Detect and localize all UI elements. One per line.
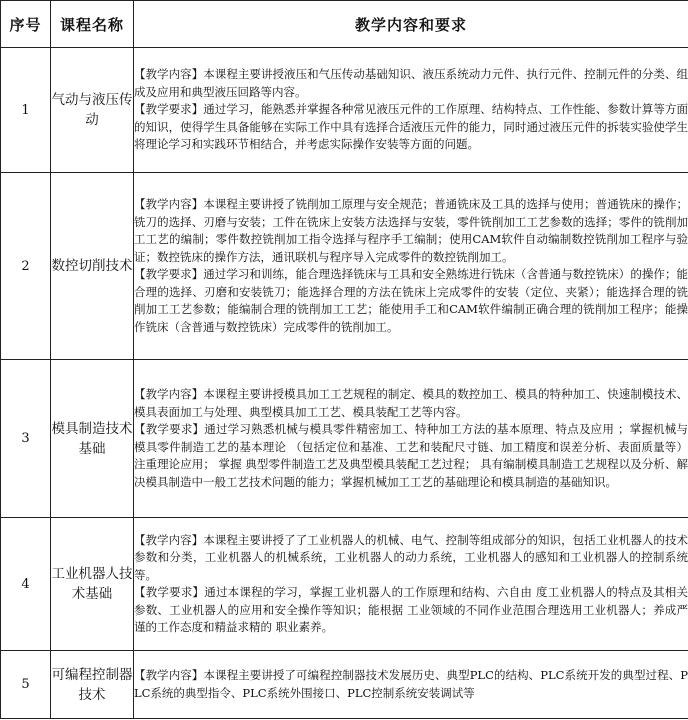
table-row (1, 518, 688, 651)
teaching-requirement: 【教学要求】通过学习熟悉机械与模具零件精密加工、特种加工方法的基本原理、特点及应用 ；掌握机械与模具零件制造工艺的基本理论 （包括定位和基准、工艺和装配尺寸链、加工精度和误差分析、表面质量等）注重理论应用； 掌握 典型零件制造工艺及典型模具装配工艺过程； 具有编制模具制造工艺规程以及分析、解决模具制造中一般工艺技术问题的能力；掌握机械加工工艺的基础理论和模具制造的基础知识。 (134, 422, 688, 489)
teaching-content: 【教学内容】本课程主要讲授了铣削加工原理与安全规范；普通铣床及工具的选择与使用；普通铣床的操作；铣刀的选择、刃磨与安装；工件在铣床上安装方法选择与安装，零件铣削加工工艺参数的选择；零件的铣削加工工艺的编制；零件数控铣削加工指令选择与程序手工编制；使用CAM软件自动编制数控铣削加工程序与验证；数控铣床的操作方法，通讯联机与程序导入完成零件的数控铣削加工。 (134, 197, 688, 264)
course-description (134, 651, 688, 719)
teaching-content: 【教学内容】本课程主要讲授液压和气压传动基础知识、液压系统动力元件、执行元件、控制元件的分类、组成及应用和典型液压回路等内容。 (134, 67, 688, 99)
course-name: 气动与液压传动 (51, 48, 134, 173)
course-name: 模具制造技术基础 (51, 360, 134, 518)
course-name: 可编程控制器技术 (51, 651, 134, 719)
teaching-requirement: 【教学要求】通过本课程的学习，掌握工业机器人的工作原理和结构、六自由 度工业机器人的特点及其相关参数、工业机器人的应用和安全操作等知识；能根据 工业领域的不同作业范围合理选用工业机器人；养成严谨的工作态度和精益求精的 职业素养。 (134, 585, 688, 634)
row-index: 1 (1, 48, 51, 173)
row-index: 2 (1, 173, 51, 360)
header-index: 序号 (1, 1, 51, 48)
teaching-content: 【教学内容】本课程主要讲授了可编程控制器技术发展历史、典型PLC的结构、PLC系统开发的典型过程、PLC系统的典型指令、PLC系统外围接口、PLC控制系统安装调试等 (134, 668, 688, 700)
table-row (1, 48, 688, 173)
teaching-content: 【教学内容】本课程主要讲授模具加工工艺规程的制定、模具的数控加工、模具的特种加工、快速制模技术、模具表面加工与处理、典型模具加工工艺、模具装配工艺等内容。 (134, 387, 688, 419)
course-description (134, 518, 688, 651)
row-index: 4 (1, 518, 51, 651)
header-course: 课程名称 (51, 1, 134, 48)
header-content: 教学内容和要求 (134, 1, 688, 48)
course-description (134, 360, 688, 518)
header-row (1, 1, 688, 48)
course-description (134, 48, 688, 173)
course-name: 数控切削技术 (51, 173, 134, 360)
table-row (1, 173, 688, 360)
teaching-requirement: 【教学要求】通过学习和训练，能合理选择铣床与工具和安全熟练进行铣床（含普通与数控铣床）的操作；能合理的选择、刃磨和安装铣刀；能选择合理的方法在铣床上完成零件的安装（定位、夹紧）；能选择合理的铣削加工工艺参数；能编制合理的铣削加工工艺；能使用手工和CAM软件编制正确合理的铣削加工程序；能操作铣床（含普通与数控铣床）完成零件的铣削加工。 (134, 267, 688, 334)
table-row (1, 651, 688, 719)
course-name: 工业机器人技术基础 (51, 518, 134, 651)
teaching-requirement: 【教学要求】通过学习，能熟悉并掌握各种常见液压元件的工作原理、结构特点、工作性能、参数计算等方面的知识，使得学生具备能够在实际工作中具有选择合适液压元件的能力，同时通过液压元件的拆装实验使学生将理论学习和实践环节相结合，并考虑实际操作安装等方面的问题。 (134, 102, 688, 152)
row-index: 3 (1, 360, 51, 518)
course-description (134, 173, 688, 360)
row-index: 5 (1, 651, 51, 719)
teaching-content: 【教学内容】本课程主要讲授了了工业机器人的机械、电气、控制等组成部分的知识，包括工业机器人的技术参数和分类，工业机器人的机械系统，工业机器人的动力系统，工业机器人的感知和工业机器人的控制系统等。 (134, 532, 688, 582)
table-row (1, 360, 688, 518)
